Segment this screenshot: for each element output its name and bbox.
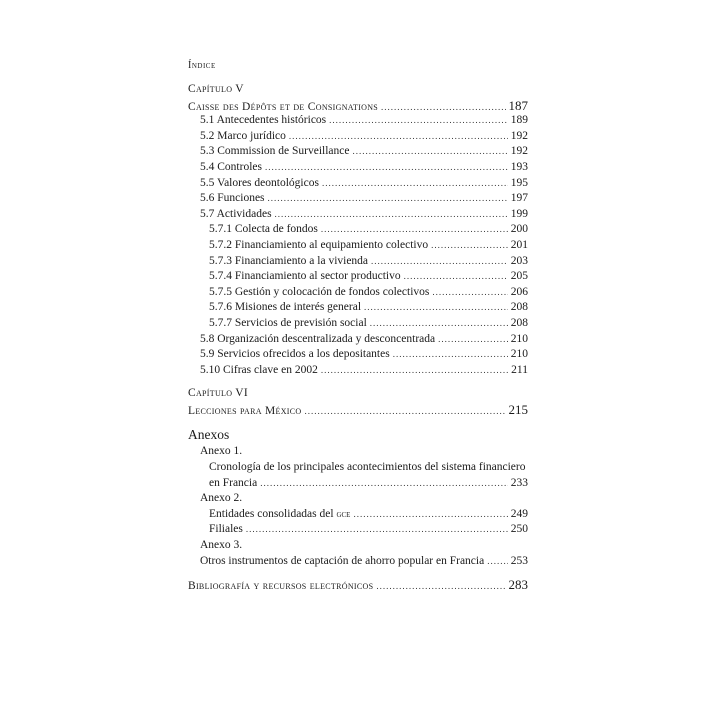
- entry-page: 192: [510, 129, 528, 142]
- leader-dots: [268, 191, 508, 207]
- gce-abbreviation: gce: [336, 508, 351, 520]
- entry-text: Otros instrumentos de captación de ahorro popular en Francia: [200, 554, 485, 567]
- leader-dots: [364, 300, 508, 316]
- entry-text: 5.7.5 Gestión y colocación de fondos colectivos: [209, 285, 430, 298]
- leader-dots: [304, 404, 505, 420]
- bibliography-entry[interactable]: [188, 577, 528, 593]
- leader-dots: [329, 113, 508, 129]
- entry-text: 5.7.3 Financiamiento a la vivienda: [209, 254, 369, 267]
- entry-text: 5.5 Valores deontológicos: [200, 176, 319, 189]
- entry-page: 210: [510, 348, 528, 361]
- chapter-5-label: Capítulo V: [188, 83, 244, 95]
- anexo-2-entry-1[interactable]: [188, 507, 528, 523]
- entry-text: 5.7.1 Colecta de fondos: [209, 223, 318, 236]
- entry-page: 200: [510, 223, 528, 236]
- leader-dots: [260, 476, 508, 492]
- anexo-3-label: Anexo 3.: [200, 539, 243, 552]
- entry-page: 193: [510, 160, 528, 173]
- toc-entry-5-7-4[interactable]: [188, 269, 528, 285]
- leader-dots: [404, 269, 508, 285]
- entry-text: 5.10 Cifras clave en 2002: [200, 363, 318, 376]
- anexo-1-entry[interactable]: [188, 476, 528, 492]
- toc-entry-5-7-7[interactable]: [188, 316, 528, 332]
- chapter-6-label: Capítulo VI: [188, 387, 248, 400]
- entry-page: 208: [510, 316, 528, 329]
- leader-dots: [370, 316, 508, 332]
- toc-entry-5-7[interactable]: [188, 207, 528, 223]
- leader-dots: [371, 254, 508, 270]
- entry-text: 5.7 Actividades: [200, 207, 272, 220]
- toc-entry-5-6[interactable]: [188, 191, 528, 207]
- spacer: [188, 569, 528, 577]
- entry-text: 5.2 Marco jurídico: [200, 129, 286, 142]
- leader-dots: [265, 160, 508, 176]
- entry-page: 233: [510, 476, 528, 489]
- entry-text: [209, 507, 350, 523]
- leader-dots: [431, 238, 508, 254]
- leader-dots: [432, 285, 507, 301]
- toc-entry-5-3[interactable]: [188, 144, 528, 160]
- chapter-5-title: Caisse des Dépôts et de Consignations: [188, 100, 379, 113]
- anexo-3-entry-1[interactable]: [188, 554, 528, 570]
- entry-text: 5.7.4 Financiamiento al sector productivo: [209, 270, 401, 283]
- leader-dots: [275, 207, 508, 223]
- anexo-2-entry-2[interactable]: [188, 522, 528, 538]
- toc-entry-5-8[interactable]: [188, 332, 528, 348]
- entry-text: 5.7.7 Servicios de previsión social: [209, 316, 367, 329]
- leader-dots: [321, 363, 508, 379]
- toc-entry-5-1[interactable]: [188, 113, 528, 129]
- toc-entry-5-2[interactable]: [188, 129, 528, 145]
- entry-page: 250: [510, 523, 528, 536]
- toc-entry-5-10[interactable]: [188, 363, 528, 379]
- leader-dots: [438, 332, 508, 348]
- spacer: [188, 378, 528, 386]
- toc-entry-5-7-1[interactable]: [188, 222, 528, 238]
- entry-text-main: Entidades consolidadas del: [209, 507, 337, 520]
- leader-dots: [376, 579, 505, 595]
- toc-entry-5-9[interactable]: [188, 347, 528, 363]
- entry-page: 211: [511, 363, 528, 376]
- entry-text: 5.4 Controles: [200, 160, 262, 173]
- entry-page: 195: [510, 176, 528, 189]
- leader-dots: [321, 222, 508, 238]
- entry-page: 208: [510, 301, 528, 314]
- entry-page: 206: [510, 285, 528, 298]
- toc-entry-5-7-3[interactable]: [188, 254, 528, 270]
- entry-page: 249: [510, 507, 528, 520]
- bibliography-title: Bibliografía y recursos electrónicos: [188, 580, 374, 593]
- toc-entry-5-4[interactable]: [188, 160, 528, 176]
- leader-dots: [352, 144, 507, 160]
- entry-page: 201: [510, 238, 528, 251]
- anexos-title: Anexos: [188, 427, 230, 443]
- entry-text: Filiales: [209, 523, 243, 536]
- entry-text: 5.7.2 Financiamiento al equipamiento colectivo: [209, 238, 429, 251]
- entry-page: 210: [510, 332, 528, 345]
- entry-page: 192: [510, 145, 528, 158]
- entry-page: 199: [510, 207, 528, 220]
- entry-text: 5.1 Antecedentes históricos: [200, 114, 327, 127]
- entry-text: 5.8 Organización descentralizada y desconcentrada: [200, 332, 436, 345]
- anexo-2-label: Anexo 2.: [200, 492, 243, 505]
- chapter-5-title-entry[interactable]: [188, 98, 528, 114]
- table-of-contents: [188, 82, 528, 593]
- entry-page: 203: [510, 254, 528, 267]
- leader-dots: [289, 129, 508, 145]
- chapter-6-title: Lecciones para México: [188, 404, 302, 417]
- entry-text: 5.6 Funciones: [200, 192, 265, 205]
- leader-dots: [487, 554, 508, 570]
- entry-page: 253: [510, 554, 528, 567]
- toc-entry-5-7-5[interactable]: [188, 285, 528, 301]
- leader-dots: [246, 522, 508, 538]
- chapter-6-title-entry[interactable]: [188, 402, 528, 418]
- leader-dots: [353, 507, 507, 523]
- entry-text: en Francia: [209, 476, 258, 489]
- entry-text: 5.7.6 Misiones de interés general: [209, 301, 362, 314]
- leader-dots: [393, 347, 508, 363]
- entry-page: 205: [510, 270, 528, 283]
- entry-text: 5.9 Servicios ofrecidos a los depositantes: [200, 348, 390, 361]
- entry-page: 189: [510, 114, 528, 127]
- toc-entry-5-7-6[interactable]: [188, 300, 528, 316]
- toc-entry-5-7-2[interactable]: [188, 238, 528, 254]
- chapter-6-page: 215: [508, 401, 528, 417]
- toc-entry-5-5[interactable]: [188, 176, 528, 192]
- leader-dots: [322, 176, 508, 192]
- entry-page: 197: [510, 192, 528, 205]
- entry-text: 5.3 Commission de Surveillance: [200, 145, 350, 158]
- bibliography-page: 283: [508, 577, 528, 593]
- chapter-5-page: 187: [508, 97, 528, 113]
- anexo-1-text-line1[interactable]: Cronología de los principales acontecimientos del sistema financiero: [209, 461, 526, 474]
- running-header: Índice: [188, 60, 216, 71]
- anexo-1-label: Anexo 1.: [200, 445, 243, 458]
